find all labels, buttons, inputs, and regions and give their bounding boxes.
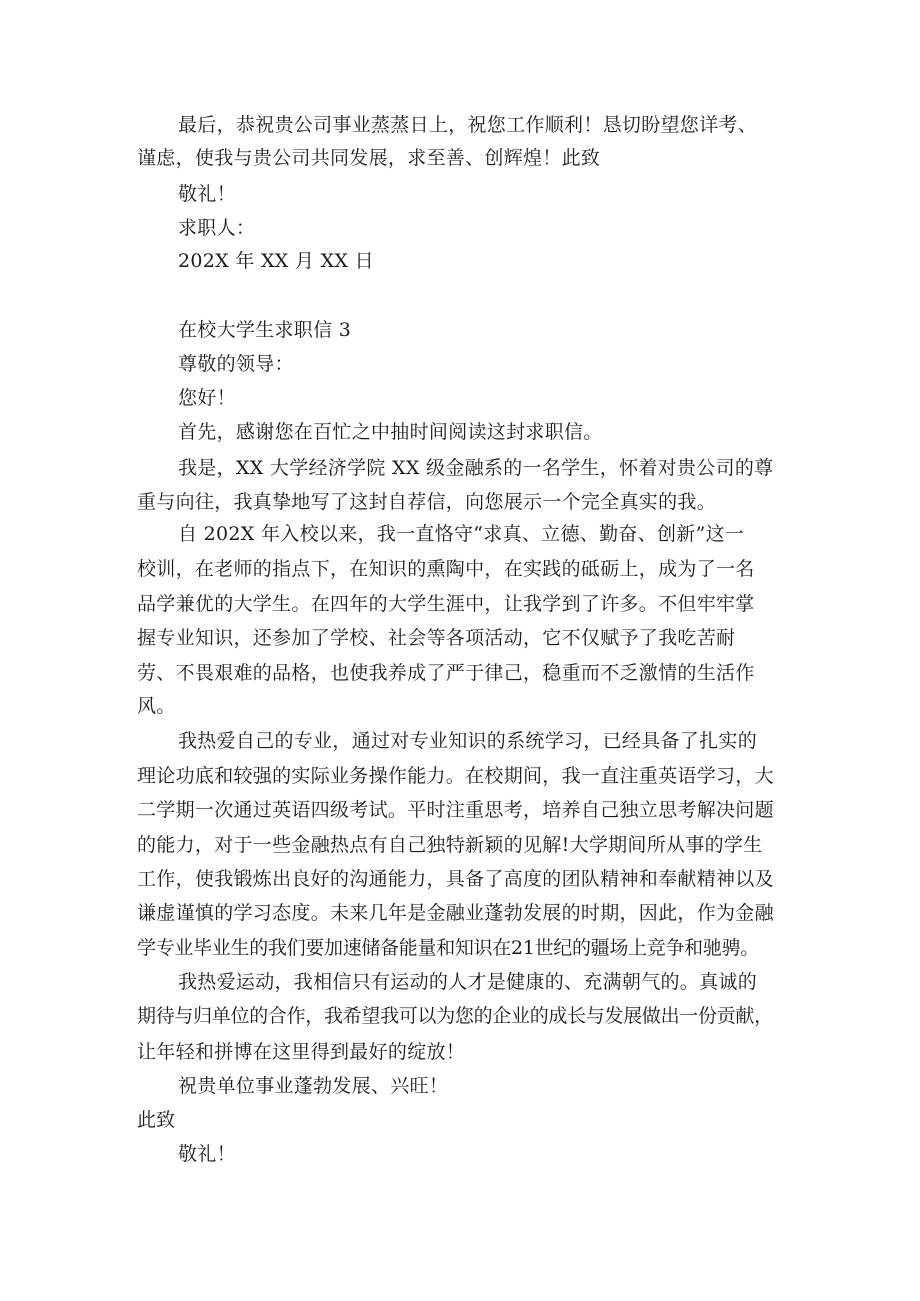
paragraph-major-line-7: 学专业毕业生的我们要加速储备能量和知识在21世纪的疆场上竞争和驰骋。 [137,937,759,959]
salutation-regards: 敬礼！ [178,183,236,205]
paragraph-major-line-4: 的能力，对于一些金融热点有自己独特新颖的见解!大学期间所从事的学生 [137,834,763,856]
letter-greeting: 尊敬的领导： [178,353,294,375]
paragraph-major-line-2: 理论功底和较强的实际业务操作能力。在校期间，我一直注重英语学习，大 [137,765,774,787]
applicant-label: 求职人： [178,217,256,239]
paragraph-intro-line-1: 我是，XX 大学经济学院 XX 级金融系的一名学生，怀着对贵公司的尊 [178,457,774,479]
paragraph-major-line-3: 二学期一次通过英语四级考试。平时注重思考，培养自己独立思考解决问题 [137,799,774,821]
paragraph-school-line-5: 劳、不畏艰难的品格，也使我养成了严于律己，稳重而不乏激情的生活作 [137,662,755,684]
paragraph-school-line-1: 自 202X 年入校以来，我一直恪守“求真、立德、勤奋、创新”这一 [178,523,745,545]
letter-date: 202X 年 XX 月 XX 日 [178,250,374,272]
closing-regards: 敬礼！ [178,1143,236,1165]
paragraph-major-line-5: 工作，使我锻炼出良好的沟通能力，具备了高度的团队精神和奉献精神以及 [137,868,774,890]
paragraph-school-line-4: 握专业知识，还参加了学校、社会等各项活动，它不仅赋予了我吃苦耐 [137,627,736,649]
paragraph-school-line-2: 校训，在老师的指点下，在知识的熏陶中，在实践的砥砺上，成为了一名 [137,558,755,580]
paragraph-major-line-6: 谦虚谨慎的学习态度。未来几年是金融业蓬勃发展的时期，因此，作为金融 [137,902,774,924]
letter-hello: 您好！ [178,387,236,409]
paragraph-sports-line-2: 期待与归单位的合作，我希望我可以为您的企业的成长与发展做出一份贡献， [137,1005,773,1027]
closing-paragraph-line-2: 谨虑，使我与贵公司共同发展，求至善、创辉煌！此致 [137,147,601,169]
paragraph-sports-line-3: 让年轻和拼博在这里得到最好的绽放！ [137,1041,466,1063]
letter-title: 在校大学生求职信 3 [178,319,352,341]
paragraph-intro-line-2: 重与向往，我真挚地写了这封自荐信，向您展示一个完全真实的我。 [137,491,717,513]
paragraph-school-line-3: 品学兼优的大学生。在四年的大学生涯中，让我学到了许多。不但牢牢掌 [137,593,755,615]
closing-cizhi: 此致 [137,1109,176,1131]
paragraph-school-line-6: 风。 [137,695,176,717]
paragraph-major-line-1: 我热爱自己的专业，通过对专业知识的系统学习，已经具备了扎实的 [178,730,758,752]
paragraph-sports-line-1: 我热爱运动，我相信只有运动的人才是健康的、充满朝气的。真诚的 [178,971,758,993]
closing-wish: 祝贵单位事业蓬勃发展、兴旺！ [178,1075,449,1097]
paragraph-thanks: 首先，感谢您在百忙之中抽时间阅读这封求职信。 [178,421,603,443]
closing-paragraph-line-1: 最后，恭祝贵公司事业蒸蒸日上，祝您工作顺利！恳切盼望您详考、 [178,114,758,136]
